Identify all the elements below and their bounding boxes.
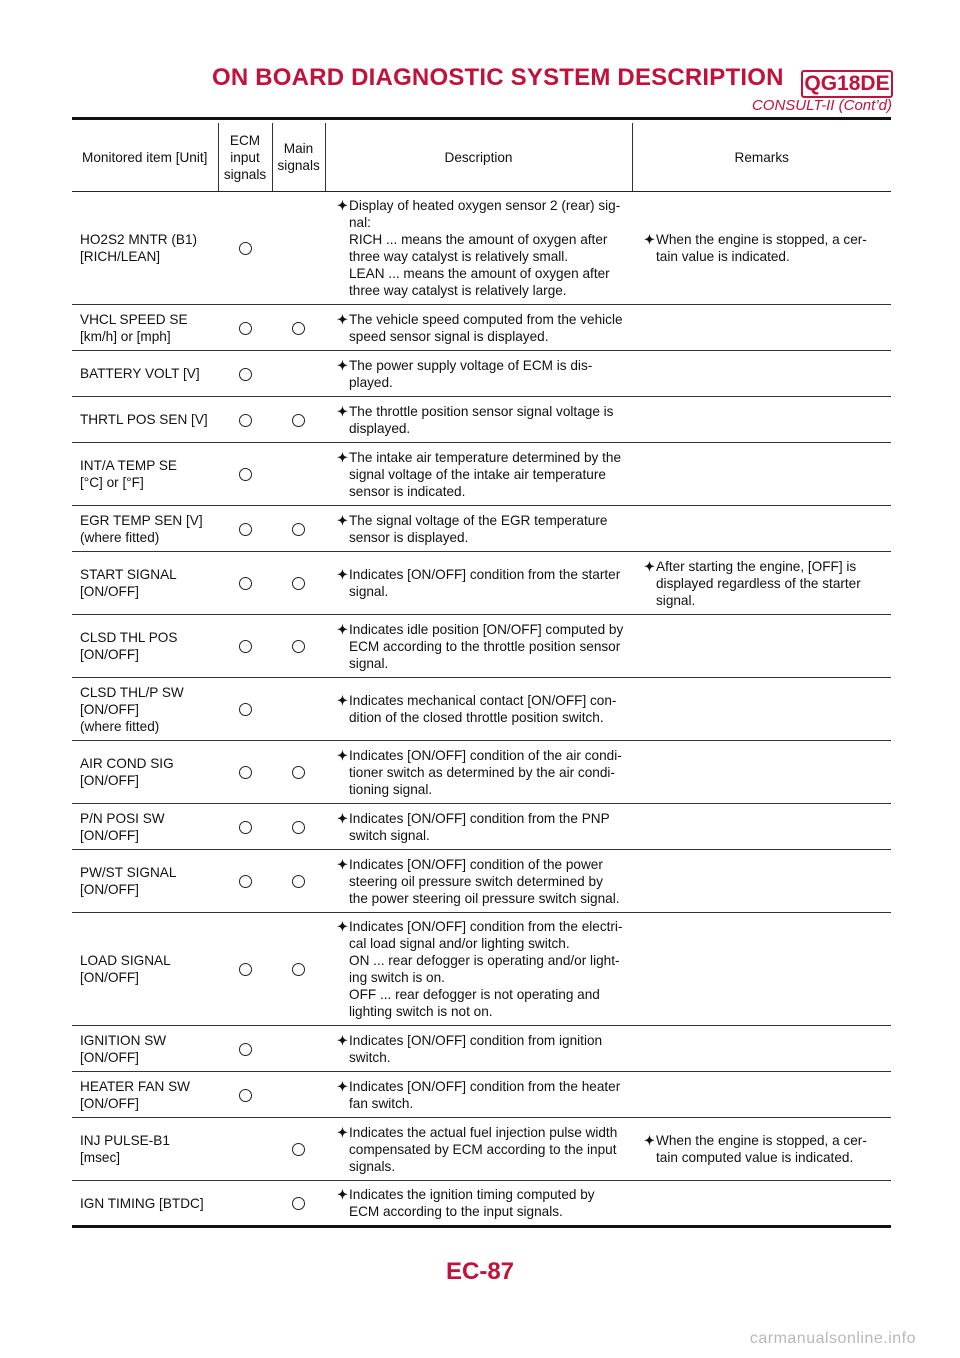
description-cell: ✦ Indicates [ON/OFF] condition from the electri- cal load signal and/or lighting switch. ON ... rear defogger is operating and/or light- ing switch is on. OFF ... rear defogger is not operating and lighting switch is not on.	[325, 913, 632, 1026]
description-cell: ✦ Indicates idle position [ON/OFF] computed by ECM according to the throttle position sensor signal.	[325, 615, 632, 678]
bullet-icon: ✦	[337, 449, 348, 465]
circle-mark-icon	[239, 1089, 252, 1102]
main-signal-cell	[272, 615, 325, 678]
col-header-remarks: Remarks	[632, 123, 891, 192]
table-row	[72, 506, 891, 552]
monitored-item: AIR COND SIG [ON/OFF]	[72, 741, 218, 804]
table-row	[72, 397, 891, 443]
table-row	[72, 678, 891, 741]
remarks-cell	[632, 1072, 891, 1118]
circle-mark-icon	[239, 640, 252, 653]
description-cell: ✦ Indicates the ignition timing computed by ECM according to the input signals.	[325, 1181, 632, 1227]
description-cell: ✦ Indicates [ON/OFF] condition of the air condi- tioner switch as determined by the air condi- tioning signal.	[325, 741, 632, 804]
main-signal-cell	[272, 506, 325, 552]
table-row	[72, 443, 891, 506]
main-signal-cell	[272, 1026, 325, 1072]
circle-mark-icon	[292, 414, 305, 427]
ecm-input-cell	[218, 443, 272, 506]
main-signal-cell	[272, 850, 325, 913]
main-signal-cell	[272, 305, 325, 351]
remarks-cell	[632, 615, 891, 678]
table-row	[72, 615, 891, 678]
bullet-icon: ✦	[337, 856, 348, 872]
circle-mark-icon	[239, 468, 252, 481]
monitored-item: IGNITION SW [ON/OFF]	[72, 1026, 218, 1072]
monitored-item: CLSD THL POS [ON/OFF]	[72, 615, 218, 678]
main-signal-cell	[272, 678, 325, 741]
circle-mark-icon	[239, 875, 252, 888]
monitored-item: THRTL POS SEN [V]	[72, 397, 218, 443]
main-signal-cell	[272, 192, 325, 305]
table-row	[72, 741, 891, 804]
col-header-main: Main signals	[272, 123, 325, 192]
remarks-cell: ✦ When the engine is stopped, a cer- tain value is indicated.	[632, 192, 891, 305]
table-row	[72, 192, 891, 305]
main-signal-cell	[272, 741, 325, 804]
circle-mark-icon	[292, 523, 305, 536]
description-cell: ✦ Indicates mechanical contact [ON/OFF] con- dition of the closed throttle position switch.	[325, 678, 632, 741]
main-signal-cell	[272, 804, 325, 850]
remarks-cell	[632, 351, 891, 397]
remarks-cell	[632, 443, 891, 506]
main-signal-cell	[272, 443, 325, 506]
ecm-input-cell	[218, 1026, 272, 1072]
monitored-item: HEATER FAN SW [ON/OFF]	[72, 1072, 218, 1118]
bullet-icon: ✦	[337, 1032, 348, 1048]
bullet-icon: ✦	[337, 621, 348, 637]
monitored-items-table	[72, 123, 891, 1228]
table-row	[72, 351, 891, 397]
circle-mark-icon	[292, 640, 305, 653]
ecm-input-cell	[218, 850, 272, 913]
monitored-item: EGR TEMP SEN [V] (where fitted)	[72, 506, 218, 552]
table-row	[72, 1026, 891, 1072]
table-row	[72, 305, 891, 351]
circle-mark-icon	[239, 414, 252, 427]
circle-mark-icon	[292, 322, 305, 335]
remarks-cell	[632, 506, 891, 552]
table-header-row	[72, 123, 891, 192]
ecm-input-cell	[218, 615, 272, 678]
bullet-icon: ✦	[337, 810, 348, 826]
main-signal-cell	[272, 351, 325, 397]
bullet-icon: ✦	[337, 747, 348, 763]
bullet-icon: ✦	[337, 512, 348, 528]
circle-mark-icon	[292, 577, 305, 590]
description-cell: ✦ Display of heated oxygen sensor 2 (rear) sig- nal: RICH ... means the amount of oxygen after three way catalyst is relatively small. LEAN ... means the amount of oxygen after three way catalyst is relatively large.	[325, 192, 632, 305]
ecm-input-cell	[218, 1118, 272, 1181]
header-rule	[72, 117, 891, 120]
bullet-icon: ✦	[337, 357, 348, 373]
ecm-input-cell	[218, 192, 272, 305]
bullet-icon: ✦	[644, 232, 655, 247]
bullet-icon: ✦	[337, 1078, 348, 1094]
ecm-input-cell	[218, 351, 272, 397]
monitored-item: INJ PULSE-B1 [msec]	[72, 1118, 218, 1181]
ecm-input-cell	[218, 506, 272, 552]
remarks-cell: ✦ When the engine is stopped, a cer- tain computed value is indicated.	[632, 1118, 891, 1181]
bullet-icon: ✦	[337, 693, 348, 708]
description-cell: ✦ Indicates [ON/OFF] condition from ignition switch.	[325, 1026, 632, 1072]
bullet-icon: ✦	[337, 1187, 348, 1202]
description-cell: ✦ Indicates [ON/OFF] condition from the starter signal.	[325, 552, 632, 615]
table-row	[72, 1181, 891, 1227]
table-row	[72, 1072, 891, 1118]
ecm-input-cell	[218, 552, 272, 615]
ecm-input-cell	[218, 305, 272, 351]
col-header-ecm: ECM input signals	[218, 123, 272, 192]
remarks-cell	[632, 741, 891, 804]
description-cell: ✦ Indicates [ON/OFF] condition of the power steering oil pressure switch determined by the power steering oil pressure switch signal.	[325, 850, 632, 913]
remarks-cell	[632, 397, 891, 443]
monitored-item: START SIGNAL [ON/OFF]	[72, 552, 218, 615]
main-signal-cell	[272, 913, 325, 1026]
remarks-cell	[632, 678, 891, 741]
ecm-input-cell	[218, 913, 272, 1026]
bullet-icon: ✦	[337, 567, 348, 582]
circle-mark-icon	[239, 1043, 252, 1056]
circle-mark-icon	[239, 242, 252, 255]
page-number: EC-87	[445, 1258, 515, 1285]
monitored-item: PW/ST SIGNAL [ON/OFF]	[72, 850, 218, 913]
table-row	[72, 1118, 891, 1181]
table-row	[72, 850, 891, 913]
ecm-input-cell	[218, 804, 272, 850]
remarks-cell	[632, 305, 891, 351]
remarks-cell	[632, 913, 891, 1026]
monitored-item: INT/A TEMP SE [°C] or [°F]	[72, 443, 218, 506]
main-signal-cell	[272, 1181, 325, 1227]
bullet-icon: ✦	[644, 558, 655, 574]
monitored-item: LOAD SIGNAL [ON/OFF]	[72, 913, 218, 1026]
description-cell: ✦ Indicates [ON/OFF] condition from the PNP switch signal.	[325, 804, 632, 850]
watermark: carmanualsonline.info	[749, 1330, 916, 1347]
ecm-input-cell	[218, 397, 272, 443]
table-row	[72, 804, 891, 850]
main-signal-cell	[272, 1072, 325, 1118]
table-row	[72, 552, 891, 615]
main-signal-cell	[272, 397, 325, 443]
bullet-icon: ✦	[337, 311, 348, 327]
circle-mark-icon	[292, 1143, 305, 1156]
circle-mark-icon	[292, 875, 305, 888]
col-header-item: Monitored item [Unit]	[72, 123, 218, 192]
main-signal-cell	[272, 1118, 325, 1181]
bullet-icon: ✦	[644, 1133, 655, 1148]
main-signal-cell	[272, 552, 325, 615]
section-subtitle: CONSULT-II (Cont’d)	[751, 97, 892, 114]
circle-mark-icon	[239, 577, 252, 590]
monitored-item: IGN TIMING [BTDC]	[72, 1181, 218, 1227]
remarks-cell: ✦ After starting the engine, [OFF] is displayed regardless of the starter signal.	[632, 552, 891, 615]
ecm-input-cell	[218, 741, 272, 804]
bullet-icon: ✦	[337, 403, 348, 419]
circle-mark-icon	[239, 766, 252, 779]
description-cell: ✦ Indicates [ON/OFF] condition from the heater fan switch.	[325, 1072, 632, 1118]
col-header-description: Description	[325, 123, 632, 192]
circle-mark-icon	[239, 703, 252, 716]
description-cell: ✦ The throttle position sensor signal voltage is displayed.	[325, 397, 632, 443]
ecm-input-cell	[218, 678, 272, 741]
bullet-icon: ✦	[337, 1124, 348, 1140]
circle-mark-icon	[292, 963, 305, 976]
monitored-item: P/N POSI SW [ON/OFF]	[72, 804, 218, 850]
circle-mark-icon	[292, 766, 305, 779]
circle-mark-icon	[292, 821, 305, 834]
remarks-cell	[632, 804, 891, 850]
description-cell: ✦ The vehicle speed computed from the vehicle speed sensor signal is displayed.	[325, 305, 632, 351]
ecm-input-cell	[218, 1181, 272, 1227]
ecm-input-cell	[218, 1072, 272, 1118]
monitored-item: CLSD THL/P SW [ON/OFF] (where fitted)	[72, 678, 218, 741]
remarks-cell	[632, 850, 891, 913]
circle-mark-icon	[239, 821, 252, 834]
circle-mark-icon	[239, 963, 252, 976]
description-cell: ✦ The power supply voltage of ECM is dis- played.	[325, 351, 632, 397]
monitored-item: BATTERY VOLT [V]	[72, 351, 218, 397]
description-cell: ✦ The intake air temperature determined by the signal voltage of the intake air temperature sensor is indicated.	[325, 443, 632, 506]
circle-mark-icon	[239, 322, 252, 335]
section-title: ON BOARD DIAGNOSTIC SYSTEM DESCRIPTION	[212, 64, 784, 91]
description-cell: ✦ The signal voltage of the EGR temperature sensor is displayed.	[325, 506, 632, 552]
remarks-cell	[632, 1181, 891, 1227]
engine-code-badge: QG18DE	[801, 70, 893, 98]
table-row	[72, 913, 891, 1026]
bullet-icon: ✦	[337, 198, 348, 213]
monitored-item: VHCL SPEED SE [km/h] or [mph]	[72, 305, 218, 351]
bullet-icon: ✦	[337, 919, 348, 934]
circle-mark-icon	[239, 368, 252, 381]
circle-mark-icon	[292, 1197, 305, 1210]
remarks-cell	[632, 1026, 891, 1072]
monitored-item: HO2S2 MNTR (B1) [RICH/LEAN]	[72, 192, 218, 305]
circle-mark-icon	[239, 523, 252, 536]
description-cell: ✦ Indicates the actual fuel injection pulse width compensated by ECM according to the input signals.	[325, 1118, 632, 1181]
